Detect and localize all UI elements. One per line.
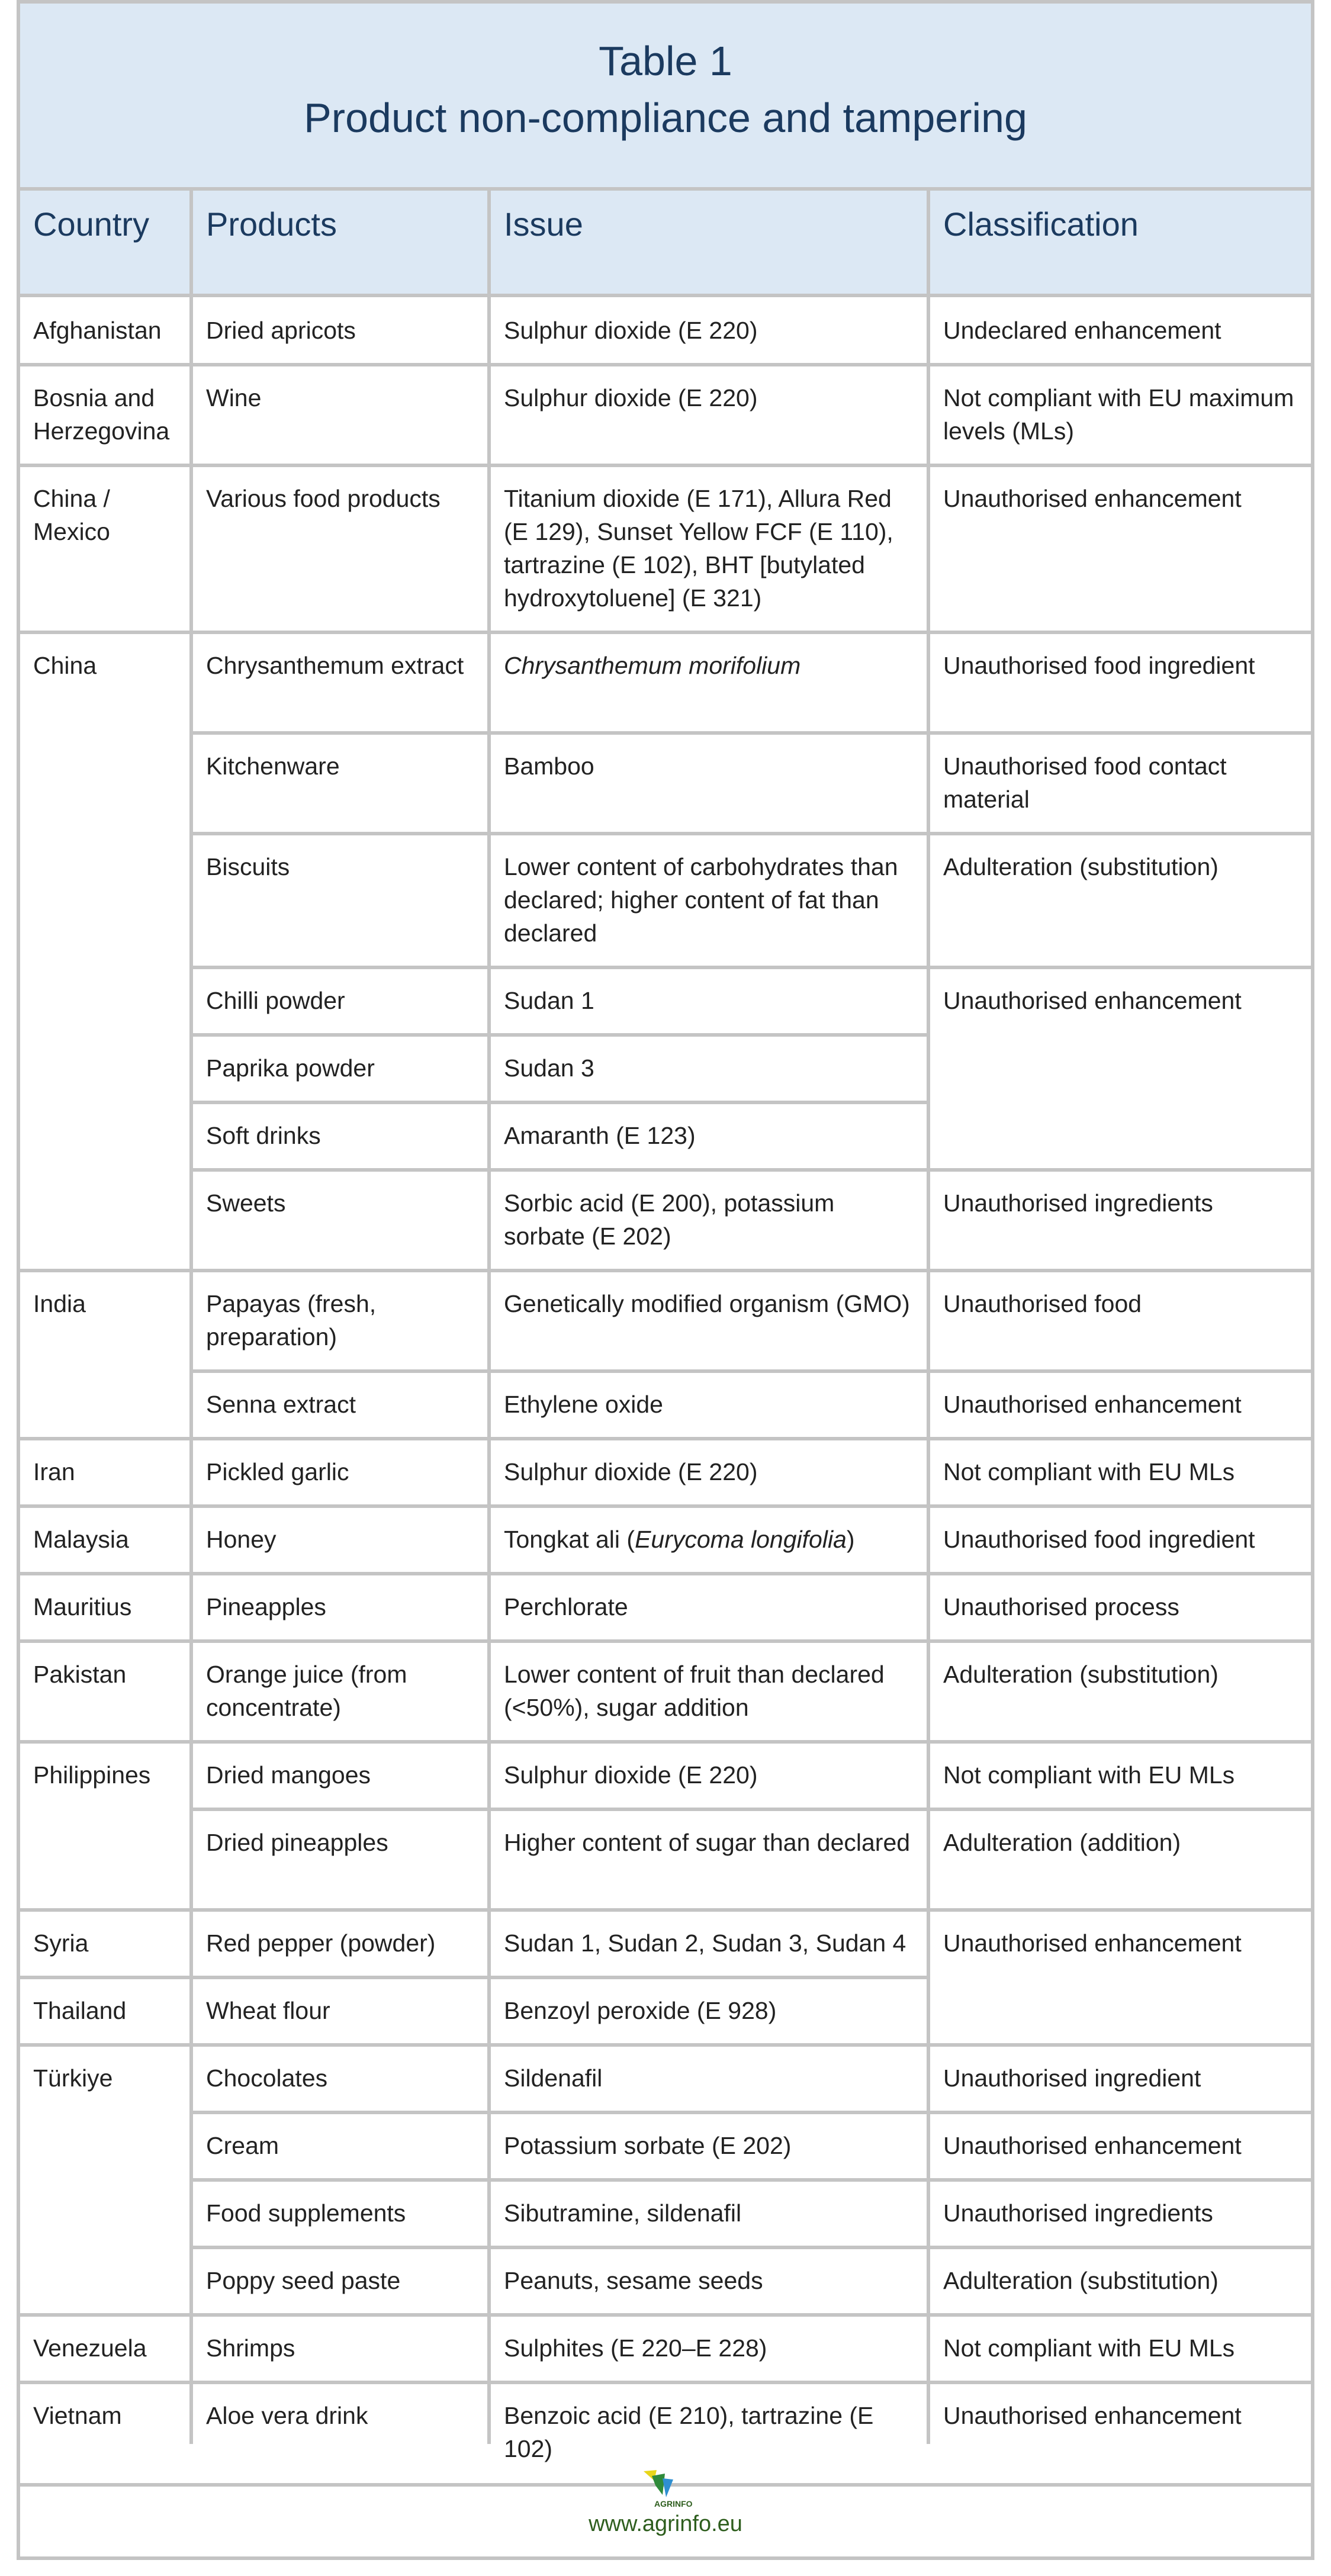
country-cell: Malaysia — [33, 1526, 129, 1553]
row-divider — [191, 1808, 1311, 1811]
row-divider — [191, 1101, 928, 1104]
table-title — [20, 4, 1311, 191]
country-cell: China / Mexico — [33, 485, 110, 545]
row-divider — [20, 363, 1311, 366]
issue-cell: Sudan 1, Sudan 2, Sudan 3, Sudan 4 — [504, 1929, 906, 1957]
product-cell: Paprika powder — [206, 1054, 375, 1082]
footer — [20, 2448, 1311, 2560]
country-cell: Mauritius — [33, 1593, 132, 1620]
issue-cell: Ethylene oxide — [504, 1391, 663, 1418]
classification-cell: Unauthorised food contact material — [943, 752, 1227, 813]
classification-cell: Unauthorised enhancement — [943, 485, 1242, 512]
classification-cell: Unauthorised food ingredient — [943, 652, 1255, 679]
product-cell: Shrimps — [206, 2334, 295, 2362]
classification-cell: Unauthorised enhancement — [943, 987, 1242, 1014]
issue-cell: Perchlorate — [504, 1593, 628, 1620]
header-classification: Classification — [930, 191, 1311, 297]
country-cell: Philippines — [33, 1761, 151, 1789]
product-cell: Cream — [206, 2132, 279, 2159]
issue-text-end: ) — [846, 1526, 855, 1553]
product-cell: Dried pineapples — [206, 1829, 388, 1856]
row-divider — [191, 832, 1311, 835]
row-divider — [20, 631, 1311, 634]
classification-cell: Not compliant with EU maximum levels (MLs) — [943, 384, 1294, 445]
product-cell: Pickled garlic — [206, 1458, 349, 1485]
country-cell: India — [33, 1290, 86, 1317]
issue-cell: Lower content of fruit than declared (<50%), sugar addition — [504, 1661, 885, 1721]
product-cell: Soft drinks — [206, 1122, 321, 1149]
table-number: Table 1 — [599, 38, 732, 84]
product-cell: Kitchenware — [206, 752, 340, 780]
classification-cell: Not compliant with EU MLs — [943, 1761, 1235, 1789]
product-cell: Various food products — [206, 485, 441, 512]
issue-cell: Sorbic acid (E 200), potassium sorbate (E 202) — [504, 1189, 835, 1250]
issue-cell: Sulphur dioxide (E 220) — [504, 1761, 758, 1789]
issue-cell: Chrysanthemum morifolium — [504, 652, 801, 679]
classification-cell: Not compliant with EU MLs — [943, 1458, 1235, 1485]
agrinfo-logo — [639, 2468, 692, 2512]
row-divider — [20, 1740, 1311, 1744]
row-divider — [191, 2111, 1311, 2114]
classification-cell: Adulteration (substitution) — [943, 1661, 1219, 1688]
product-cell: Papayas (fresh, preparation) — [206, 1290, 377, 1350]
product-cell: Aloe vera drink — [206, 2402, 368, 2429]
product-cell: Honey — [206, 1526, 277, 1553]
issue-text: Tongkat ali ( — [504, 1526, 635, 1553]
country-cell: Afghanistan — [33, 317, 162, 344]
classification-cell: Unauthorised process — [943, 1593, 1179, 1620]
row-divider — [191, 966, 1311, 969]
row-divider — [191, 1369, 1311, 1373]
header-products: Products — [193, 191, 491, 297]
product-cell: Pineapples — [206, 1593, 326, 1620]
issue-cell: Sudan 1 — [504, 987, 594, 1014]
row-divider — [20, 464, 1311, 467]
classification-cell: Unauthorised food ingredient — [943, 1526, 1255, 1553]
product-cell: Dried apricots — [206, 317, 356, 344]
row-divider — [191, 731, 1311, 735]
country-cell: Bosnia and Herzegovina — [33, 384, 170, 445]
column-divider — [189, 191, 193, 2444]
issue-cell: Sulphur dioxide (E 220) — [504, 317, 758, 344]
footer-url[interactable]: www.agrinfo.eu — [589, 2511, 742, 2536]
product-cell: Senna extract — [206, 1391, 356, 1418]
row-divider — [191, 2178, 1311, 2182]
classification-cell: Unauthorised ingredients — [943, 1189, 1213, 1217]
column-divider — [487, 191, 491, 2444]
country-cell: Iran — [33, 1458, 75, 1485]
table-frame — [17, 0, 1314, 2560]
issue-species-name: Eurycoma longifolia — [635, 1526, 847, 1553]
issue-cell: Sulphites (E 220–E 228) — [504, 2334, 767, 2362]
product-cell: Wine — [206, 384, 262, 411]
product-cell: Sweets — [206, 1189, 286, 1217]
classification-cell: Not compliant with EU MLs — [943, 2334, 1235, 2362]
column-divider — [927, 191, 930, 2444]
product-cell: Food supplements — [206, 2199, 406, 2227]
row-divider — [20, 1504, 1311, 1508]
issue-cell: Sudan 3 — [504, 1054, 594, 1082]
country-cell: Thailand — [33, 1997, 127, 2024]
issue-cell: Genetically modified organism (GMO) — [504, 1290, 910, 1317]
row-divider — [191, 1168, 1311, 1172]
row-divider — [191, 2246, 1311, 2249]
header-issue: Issue — [491, 191, 930, 297]
classification-cell: Adulteration (addition) — [943, 1829, 1181, 1856]
issue-cell: Bamboo — [504, 752, 594, 780]
issue-cell: Amaranth (E 123) — [504, 1122, 696, 1149]
classification-cell: Unauthorised enhancement — [943, 1391, 1242, 1418]
product-cell: Dried mangoes — [206, 1761, 371, 1789]
issue-cell: Potassium sorbate (E 202) — [504, 2132, 792, 2159]
country-cell: China — [33, 652, 97, 679]
product-cell: Poppy seed paste — [206, 2267, 401, 2294]
row-divider — [20, 1269, 1311, 1272]
issue-cell: Higher content of sugar than declared — [504, 1829, 911, 1856]
row-divider — [20, 2381, 1311, 2384]
country-cell: Pakistan — [33, 1661, 127, 1688]
issue-cell: Sildenafil — [504, 2064, 603, 2092]
classification-cell: Undeclared enhancement — [943, 317, 1221, 344]
product-cell: Biscuits — [206, 853, 290, 880]
classification-cell: Adulteration (substitution) — [943, 853, 1219, 880]
country-cell: Türkiye — [33, 2064, 113, 2092]
row-divider — [20, 2043, 1311, 2047]
issue-cell: Sibutramine, sildenafil — [504, 2199, 742, 2227]
product-cell: Wheat flour — [206, 1997, 330, 2024]
issue-cell: Lower content of carbohydrates than declared; higher content of fat than declared — [504, 853, 898, 947]
row-divider — [20, 1639, 1311, 1643]
product-cell: Orange juice (from concentrate) — [206, 1661, 407, 1721]
product-cell: Chilli powder — [206, 987, 345, 1014]
classification-cell: Adulteration (substitution) — [943, 2267, 1219, 2294]
issue-cell: Titanium dioxide (E 171), Allura Red (E 129), Sunset Yellow FCF (E 110), tartrazine (E 102), BHT [butylated hydroxytoluene] (E 321) — [504, 485, 893, 612]
issue-cell — [491, 1506, 927, 1574]
product-cell: Red pepper (powder) — [206, 1929, 436, 1957]
row-divider — [20, 2313, 1311, 2317]
classification-cell: Unauthorised food — [943, 1290, 1142, 1317]
country-cell: Syria — [33, 1929, 89, 1957]
row-divider — [191, 1033, 928, 1037]
header-country: Country — [20, 191, 193, 297]
classification-cell: Unauthorised enhancement — [943, 2402, 1242, 2429]
row-divider — [20, 1437, 1311, 1440]
table-caption: Product non-compliance and tampering — [304, 95, 1027, 141]
issue-cell: Sulphur dioxide (E 220) — [504, 384, 758, 411]
row-divider — [20, 1908, 1311, 1912]
classification-cell: Unauthorised ingredients — [943, 2199, 1213, 2227]
classification-cell: Unauthorised enhancement — [943, 1929, 1242, 1957]
product-cell: Chocolates — [206, 2064, 328, 2092]
classification-cell: Unauthorised enhancement — [943, 2132, 1242, 2159]
classification-cell: Unauthorised ingredient — [943, 2064, 1201, 2092]
product-cell: Chrysanthemum extract — [206, 652, 464, 679]
row-divider — [20, 1976, 928, 1979]
country-cell: Vietnam — [33, 2402, 122, 2429]
issue-cell: Sulphur dioxide (E 220) — [504, 1458, 758, 1485]
logo-wordmark: AGRINFO — [654, 2499, 692, 2509]
row-divider — [20, 1572, 1311, 1575]
country-cell: Venezuela — [33, 2334, 147, 2362]
issue-cell: Benzoyl peroxide (E 928) — [504, 1997, 777, 2024]
issue-cell: Benzoic acid (E 210), tartrazine (E 102) — [504, 2402, 874, 2462]
issue-cell: Peanuts, sesame seeds — [504, 2267, 763, 2294]
